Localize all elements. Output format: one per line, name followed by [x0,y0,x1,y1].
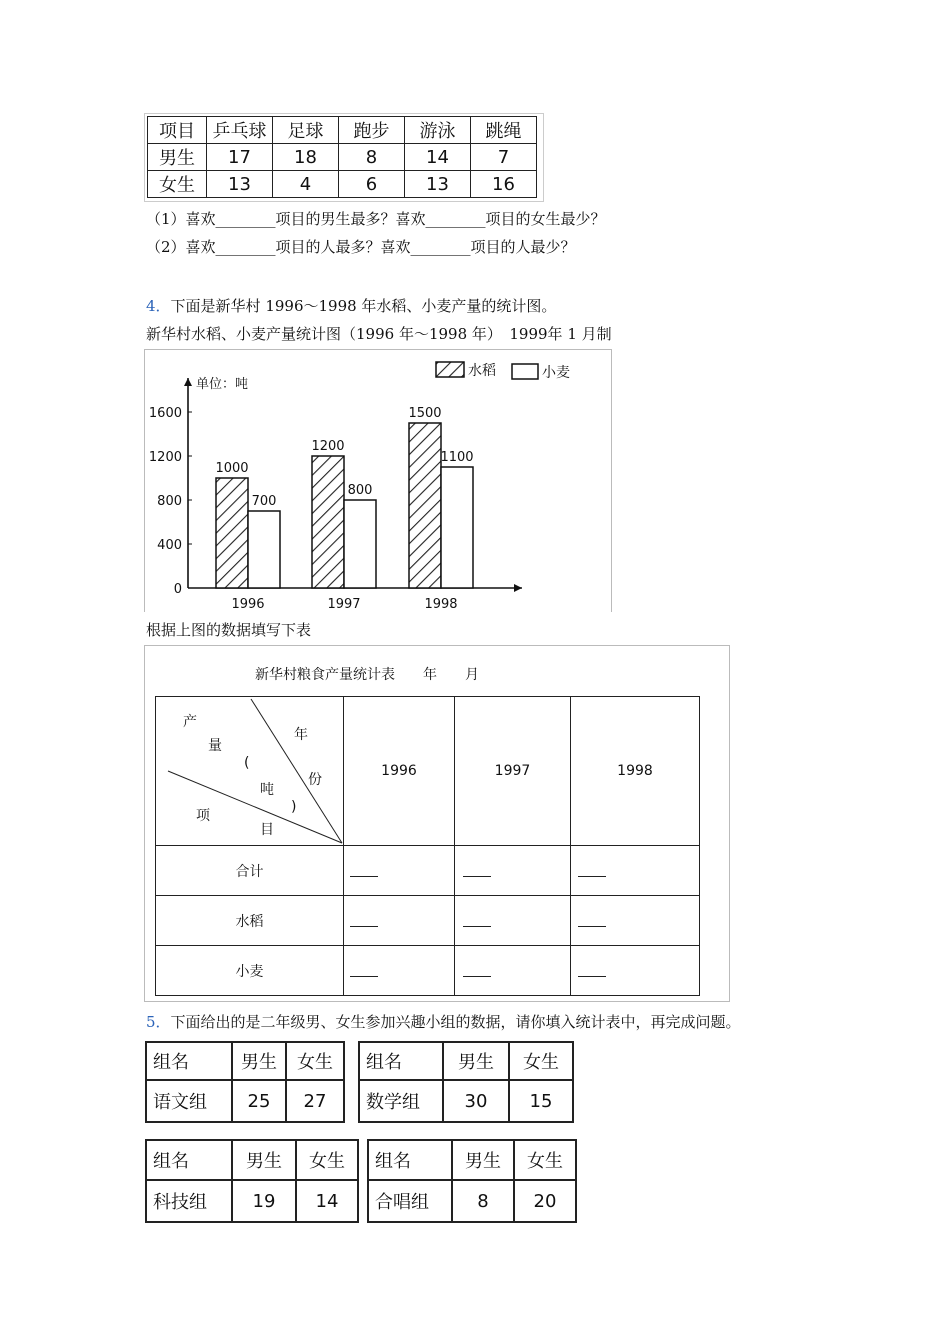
table-header-row [146,1042,344,1080]
table-row [146,1080,344,1122]
question-text: 下面给出的是二年级男、女生参加兴趣小组的数据，请你填入统计表中，再完成问题。 [170,1013,741,1031]
question-number: 5． [146,1013,171,1031]
bar-rice [312,456,344,588]
answer-blank[interactable] [344,846,455,896]
table-cell: 13 [207,171,273,198]
legend-label: 水稻 [468,363,496,379]
table-header-cell: 组名 [146,1042,232,1080]
answer-blank[interactable] [344,896,455,946]
year-header: 1996 [344,697,455,846]
y-tick-label: 0 [173,582,182,597]
table-cell: 8 [339,144,405,171]
row-label: 男生 [148,144,207,171]
data-label: 1200 [311,439,345,454]
table-header-row [359,1042,573,1080]
table-header-cell: 跳绳 [471,117,537,144]
data-label: 1100 [440,450,474,465]
question-line-2: （2）喜欢________项目的人最多？喜欢________项目的人最少？ [146,238,576,256]
y-tick-label: 1200 [148,450,182,465]
corner-label: 份 [308,772,322,788]
table-header-cell: 跑步 [339,117,405,144]
table-cell: 18 [273,144,339,171]
legend-swatch-wheat [512,364,538,379]
data-label: 1000 [215,461,249,476]
corner-label: ( [244,755,250,771]
group-table-choir [367,1139,577,1223]
bar-wheat [248,511,280,588]
bar-wheat [441,467,473,588]
question-line-1: （1）喜欢________项目的男生最多？喜欢________项目的女生最少？ [146,210,606,228]
group-name: 数学组 [359,1080,443,1122]
table-cell: 7 [471,144,537,171]
corner-label: 目 [260,822,274,838]
y-tick-label: 1600 [148,406,182,421]
boys-count: 30 [443,1080,509,1122]
girls-count: 20 [514,1180,576,1222]
row-label: 小麦 [156,946,344,996]
table-header-row [148,117,537,144]
group-table-chinese [145,1041,345,1123]
sports-table [147,116,537,198]
table-cell: 17 [207,144,273,171]
corner-header-cell [156,697,344,846]
data-label: 1500 [408,406,442,421]
corner-label: 年 [294,727,308,743]
table-header-row [156,697,700,846]
table-header-cell: 组名 [146,1140,232,1180]
bar-chart [144,350,610,612]
y-axis-arrow [184,378,192,386]
corner-label: 量 [208,738,222,754]
group-table-tech [145,1139,359,1223]
table-header-cell: 男生 [232,1140,296,1180]
table2-title: 新华村粮食产量统计表 年 月 [255,667,479,683]
x-tick-label: 1996 [231,597,265,612]
row-label: 女生 [148,171,207,198]
table-row [156,896,700,946]
table-header-cell: 项目 [148,117,207,144]
answer-blank[interactable] [571,946,700,996]
question-5 [146,1012,741,1032]
table-header-row [368,1140,576,1180]
table-header-cell: 男生 [452,1140,514,1180]
table-cell: 13 [405,171,471,198]
bar-rice [216,478,248,588]
answer-blank[interactable] [455,846,571,896]
table-row [156,946,700,996]
bar-rice [409,423,441,588]
group-name: 合唱组 [368,1180,452,1222]
question-4 [146,296,556,316]
answer-blank[interactable] [344,946,455,996]
table-row [148,144,537,171]
table-header-cell: 组名 [359,1042,443,1080]
year-header: 1998 [571,697,700,846]
instruction-text: 根据上图的数据填写下表 [146,621,312,639]
answer-blank[interactable] [571,896,700,946]
table-row [156,846,700,896]
answer-blank[interactable] [571,846,700,896]
boys-count: 25 [232,1080,286,1122]
x-tick-label: 1998 [424,597,458,612]
girls-count: 15 [509,1080,573,1122]
grain-table [155,696,700,996]
table-header-cell: 女生 [514,1140,576,1180]
table-cell: 4 [273,171,339,198]
table-header-row [146,1140,358,1180]
group-name: 语文组 [146,1080,232,1122]
y-tick-label: 400 [157,538,182,553]
table-header-cell: 组名 [368,1140,452,1180]
table-row [359,1080,573,1122]
table-row [146,1180,358,1222]
corner-label: 吨 [260,782,274,798]
corner-label: 产 [183,714,197,730]
group-name: 科技组 [146,1180,232,1222]
table-header-cell: 男生 [232,1042,286,1080]
chart-caption: 新华村水稻、小麦产量统计图（1996 年～1998 年） 1999年 1 月制 [146,325,612,343]
table-header-cell: 男生 [443,1042,509,1080]
year-header: 1997 [455,697,571,846]
table-cell: 14 [405,144,471,171]
table-header-cell: 女生 [509,1042,573,1080]
answer-blank[interactable] [455,896,571,946]
table-cell: 16 [471,171,537,198]
y-tick-label: 800 [157,494,182,509]
corner-label: 项 [196,808,210,824]
data-label: 800 [347,483,373,498]
legend-swatch-rice [436,362,464,377]
question-text: 下面是新华村 1996～1998 年水稻、小麦产量的统计图。 [170,297,557,315]
table-header-cell: 女生 [286,1042,344,1080]
corner-label: ) [291,799,297,815]
boys-count: 19 [232,1180,296,1222]
table-header-cell: 游泳 [405,117,471,144]
row-label: 合计 [156,846,344,896]
bar-wheat [344,500,376,588]
answer-blank[interactable] [455,946,571,996]
x-axis-arrow [514,584,522,592]
table-header-cell: 女生 [296,1140,358,1180]
data-label: 700 [251,494,277,509]
table-cell: 6 [339,171,405,198]
x-tick-label: 1997 [327,597,361,612]
unit-label: 单位：吨 [196,377,249,392]
girls-count: 27 [286,1080,344,1122]
girls-count: 14 [296,1180,358,1222]
table-header-cell: 乒乓球 [207,117,273,144]
table-row [148,171,537,198]
table-header-cell: 足球 [273,117,339,144]
legend-label: 小麦 [542,365,570,381]
group-table-math [358,1041,574,1123]
boys-count: 8 [452,1180,514,1222]
table-row [368,1180,576,1222]
question-number: 4． [146,297,171,315]
row-label: 水稻 [156,896,344,946]
